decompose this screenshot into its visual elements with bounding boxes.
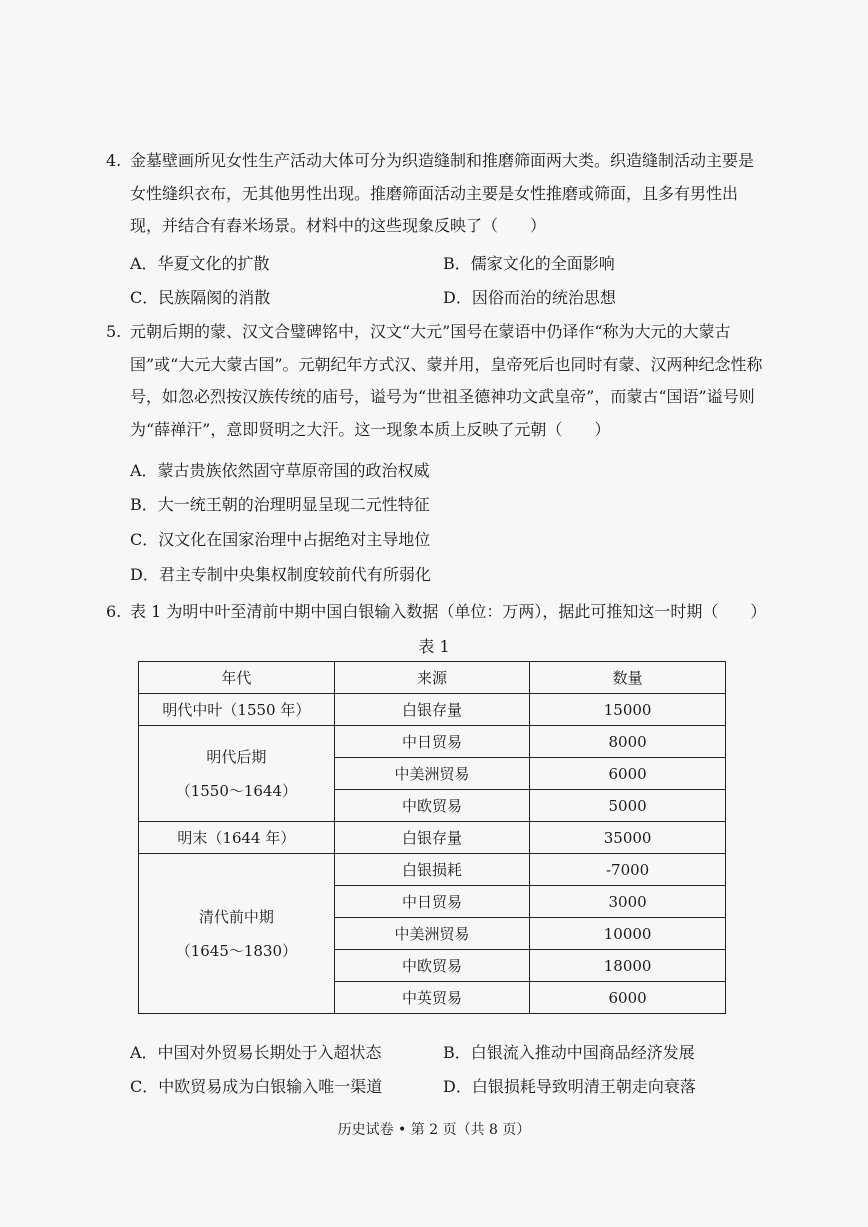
option-c[interactable]: C．民族隔阂的消散 xyxy=(130,288,271,307)
amount-cell: 18000 xyxy=(530,950,726,982)
table-caption: 表 1 xyxy=(418,637,450,656)
amount-cell: 6000 xyxy=(530,982,726,1014)
question-6 xyxy=(106,596,766,629)
amount-cell: 5000 xyxy=(530,790,726,822)
option-a[interactable]: A．蒙古贵族依然固守草原帝国的政治权威 xyxy=(130,461,430,480)
amount-cell: 6000 xyxy=(530,758,726,790)
header-source: 来源 xyxy=(334,662,529,694)
silver-import-table xyxy=(138,661,726,1014)
question-number: 5. xyxy=(106,322,122,341)
source-cell: 中欧贸易 xyxy=(334,950,529,982)
source-cell: 白银损耗 xyxy=(334,854,529,886)
question-4 xyxy=(106,145,766,243)
option-c[interactable]: C．中欧贸易成为白银输入唯一渠道 xyxy=(130,1077,383,1096)
header-amount: 数量 xyxy=(530,662,726,694)
period-cell: 明代后期 （1550～1644） xyxy=(139,726,335,822)
table-row xyxy=(139,854,726,886)
header-period: 年代 xyxy=(139,662,335,694)
option-d[interactable]: D．因俗而治的统治思想 xyxy=(443,288,616,307)
source-cell: 中英贸易 xyxy=(334,982,529,1014)
amount-cell: 3000 xyxy=(530,886,726,918)
source-cell: 中日贸易 xyxy=(334,886,529,918)
amount-cell: -7000 xyxy=(530,854,726,886)
table-header-row xyxy=(139,662,726,694)
amount-cell: 15000 xyxy=(530,694,726,726)
question-stem: 表 1 为明中叶至清前中期中国白银输入数据（单位：万两），据此可推知这一时期（ ） xyxy=(130,602,767,621)
option-b[interactable]: B．儒家文化的全面影响 xyxy=(443,254,615,273)
page-footer: 历史试卷 • 第 2 页（共 8 页） xyxy=(337,1122,531,1138)
question-stem: 金墓壁画所见女性生产活动大体可分为织造缝制和推磨筛面两大类。织造缝制活动主要是女性缝织衣布，无其他男性出现。推磨筛面活动主要是女性推磨或筛面，且多有男性出现，并结合有舂米场景。材料中的这些现象反映了（ ） xyxy=(130,151,755,235)
source-cell: 中欧贸易 xyxy=(334,790,529,822)
table-row xyxy=(139,726,726,758)
source-cell: 中美洲贸易 xyxy=(334,918,529,950)
period-cell: 明末（1644 年） xyxy=(139,822,335,854)
source-cell: 白银存量 xyxy=(334,822,529,854)
option-b[interactable]: B．白银流入推动中国商品经济发展 xyxy=(443,1043,695,1062)
question-number: 6. xyxy=(106,602,122,621)
option-c[interactable]: C．汉文化在国家治理中占据绝对主导地位 xyxy=(130,530,431,549)
source-cell: 白银存量 xyxy=(334,694,529,726)
table-row xyxy=(139,822,726,854)
question-number: 4. xyxy=(106,151,122,170)
source-cell: 中美洲贸易 xyxy=(334,758,529,790)
option-a[interactable]: A．中国对外贸易长期处于入超状态 xyxy=(130,1043,382,1062)
option-d[interactable]: D．君主专制中央集权制度较前代有所弱化 xyxy=(130,565,431,584)
source-cell: 中日贸易 xyxy=(334,726,529,758)
question-stem: 元朝后期的蒙、汉文合璧碑铭中，汉文“大元”国号在蒙语中仍译作“称为大元的大蒙古国”或“大元大蒙古国”。元朝纪年方式汉、蒙并用，皇帝死后也同时有蒙、汉两种纪念性称号，如忽必烈按汉族传统的庙号，谥号为“世祖圣德神功文武皇帝”，而蒙古“国语”谥号则为“薛禅汗”，意即贤明之大汗。这一现象本质上反映了元朝（ ） xyxy=(130,322,763,439)
option-d[interactable]: D．白银损耗导致明清王朝走向衰落 xyxy=(443,1077,696,1096)
period-cell: 清代前中期 （1645～1830） xyxy=(139,854,335,1014)
option-b[interactable]: B．大一统王朝的治理明显呈现二元性特征 xyxy=(130,495,430,514)
amount-cell: 8000 xyxy=(530,726,726,758)
option-a[interactable]: A．华夏文化的扩散 xyxy=(130,254,270,273)
question-5 xyxy=(106,316,766,446)
period-cell: 明代中叶（1550 年） xyxy=(139,694,335,726)
table-row xyxy=(139,694,726,726)
amount-cell: 10000 xyxy=(530,918,726,950)
amount-cell: 35000 xyxy=(530,822,726,854)
